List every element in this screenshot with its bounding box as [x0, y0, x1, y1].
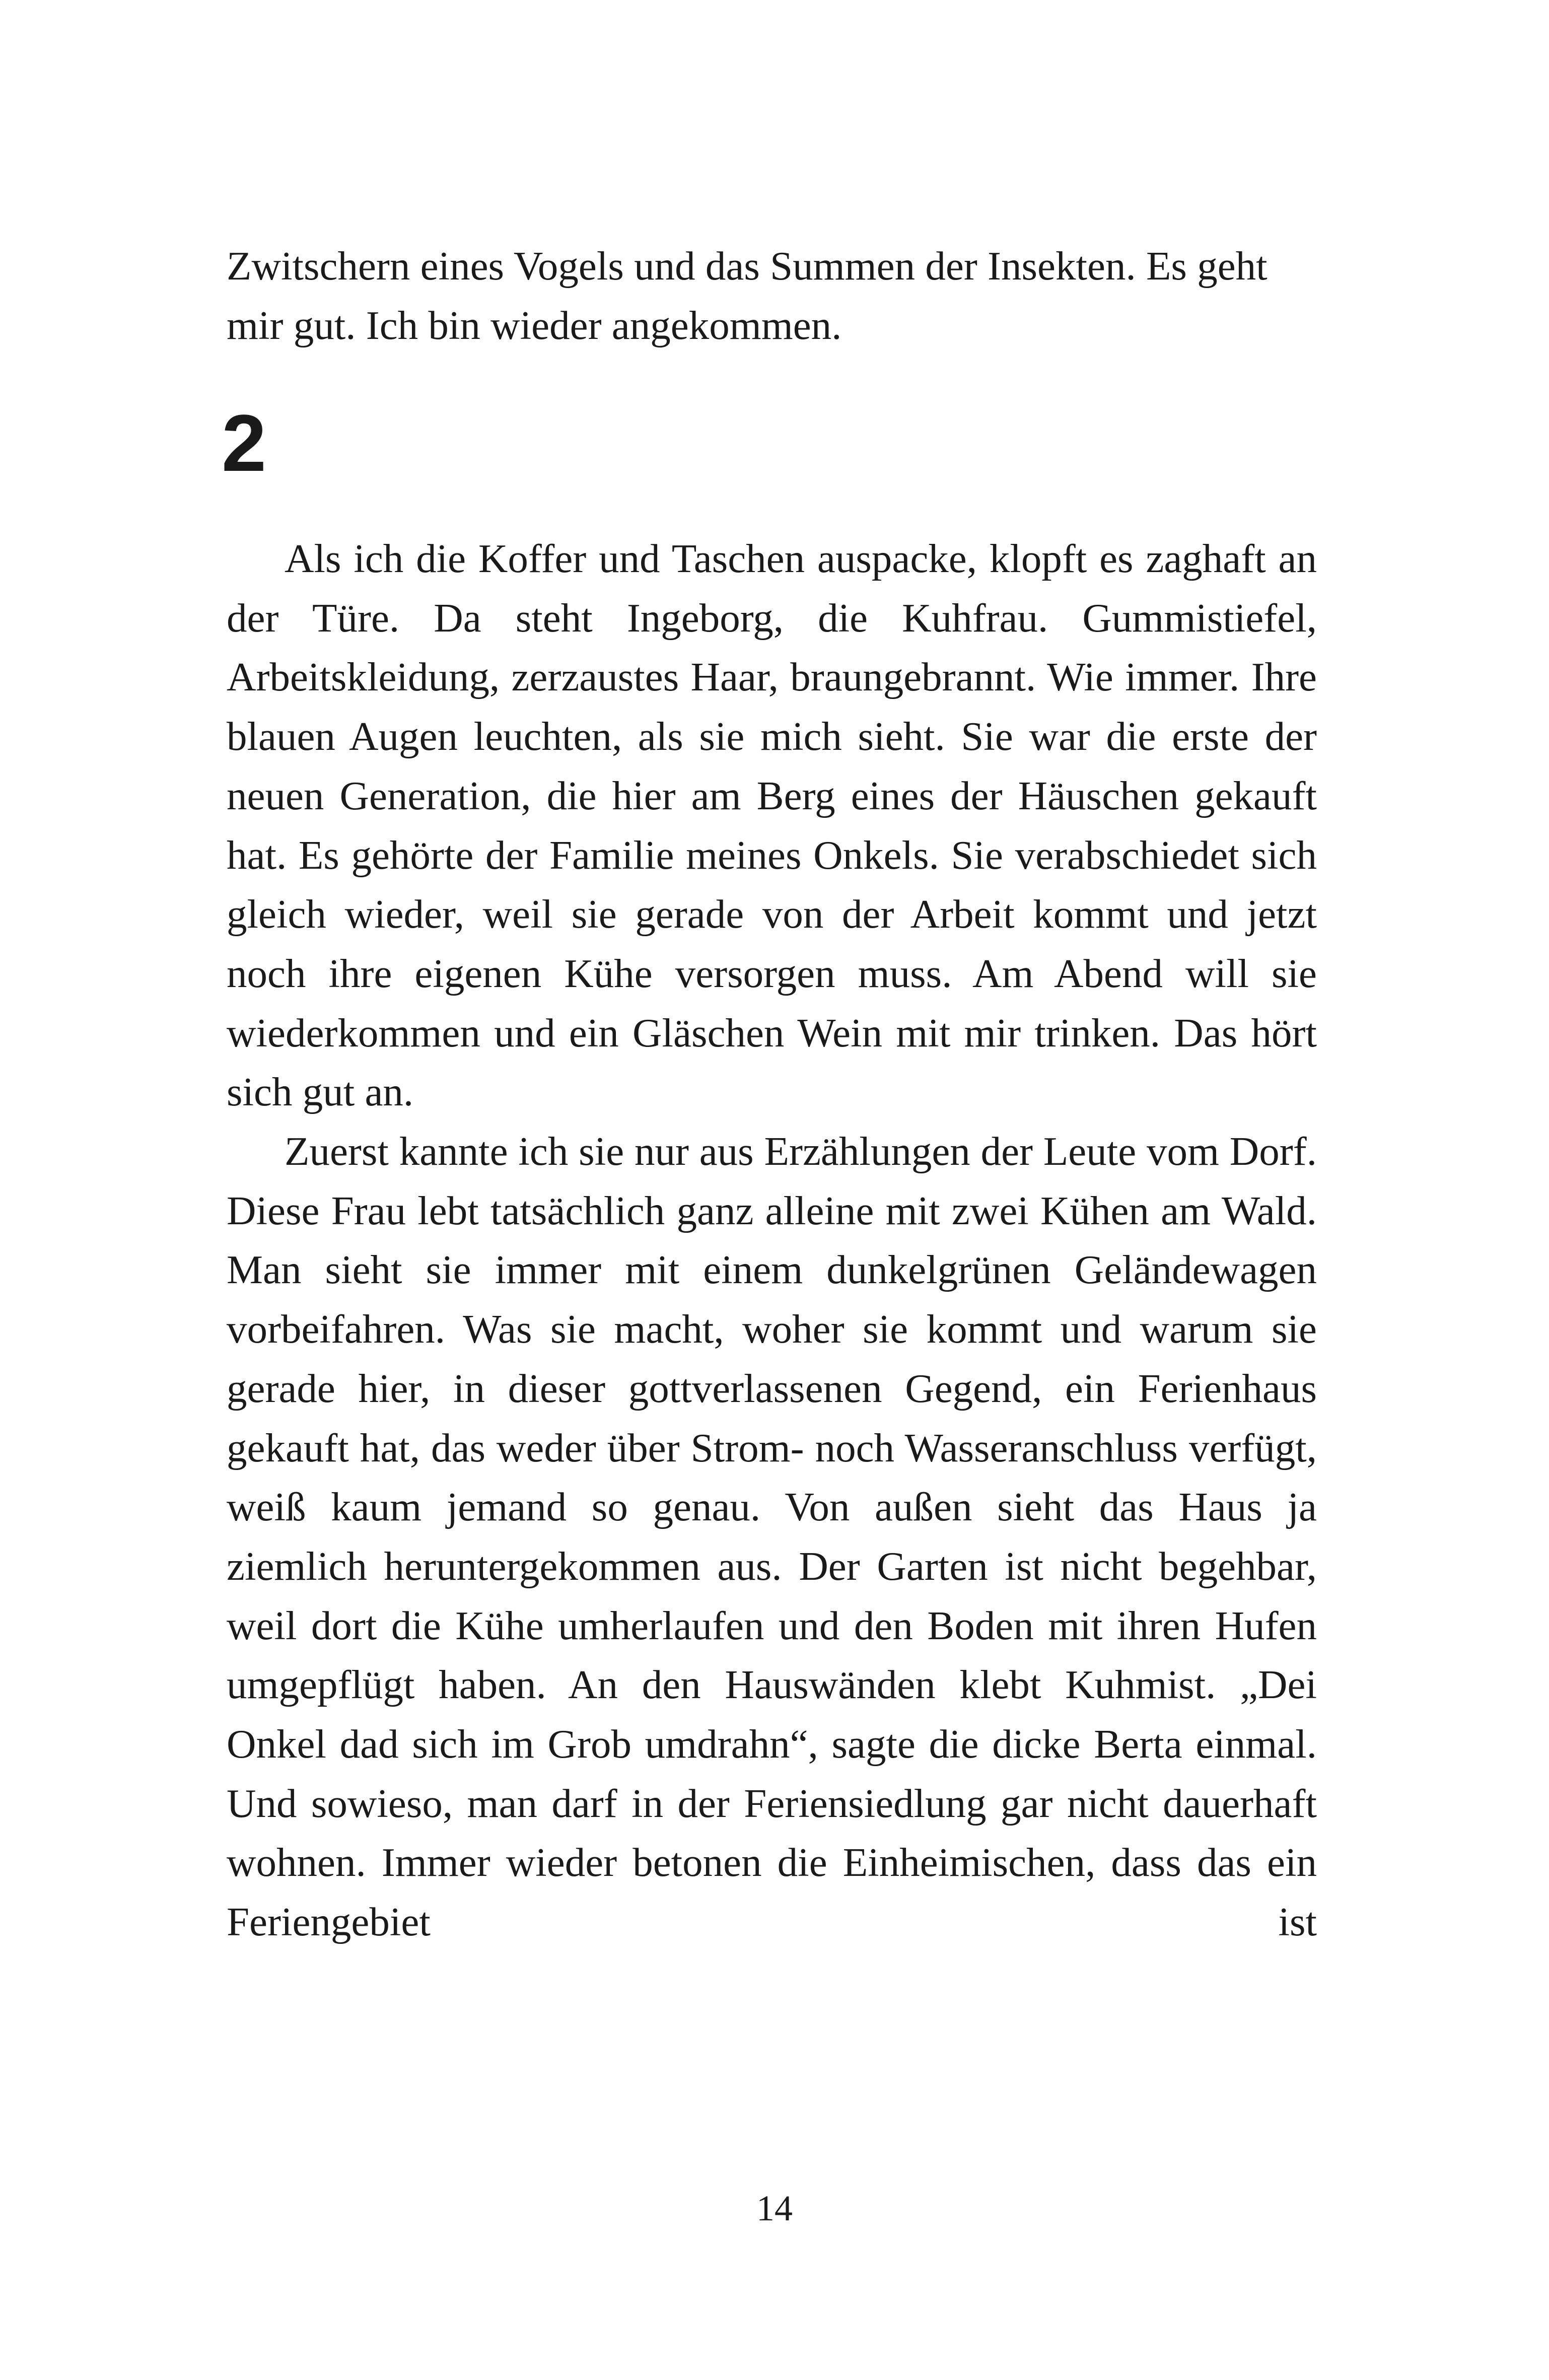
body-paragraph: Zuerst kannte ich sie nur aus Erzählungen der Leute vom Dorf. Diese Frau lebt tatsächlich ganz alleine mit zwei Kühen am Wald. Man sieht sie immer mit einem dunkelgrünen Geländewagen vorbeifahren. Was sie macht, woher sie kommt und warum sie gerade hier, in dieser gottverlassenen Gegend, ein Ferienhaus gekauft hat, das weder über Strom- noch Wasseranschluss verfügt, weiß kaum jemand so genau. Von außen sieht das Haus ja ziemlich heruntergekommen aus. Der Garten ist nicht begehbar, weil dort die Kühe umherlaufen und den Boden mit ihren Hufen umgepflügt haben. An den Hauswänden klebt Kuhmist. „Dei Onkel dad sich im Grob umdrahn“, sagte die dicke Berta einmal. Und sowieso, man darf in der Feriensiedlung gar nicht dauerhaft wohnen. Immer wieder betonen die Einheimischen, dass das ein Feriengebiet ist — [227, 1129, 1317, 1945]
lead-paragraph: Zwitschern eines Vogels und das Summen der Insekten. Es geht mir gut. Ich bin wieder angekommen. — [227, 243, 1268, 348]
chapter-number: 2 — [222, 398, 266, 488]
chapter-body — [227, 529, 1317, 1952]
page-number: 14 — [756, 2188, 793, 2228]
body-paragraph: Als ich die Koffer und Taschen auspacke, klopft es zaghaft an der Türe. Da steht Ingeborg, die Kuhfrau. Gummistiefel, Arbeitskleidung, zerzaustes Haar, braungebrannt. Wie immer. Ihre blauen Augen leuchten, als sie mich sieht. Sie war die erste der neuen Generation, die hier am Berg eines der Häuschen gekauft hat. Es gehörte der Familie meines Onkels. Sie verabschiedet sich gleich wieder, weil sie gerade von der Arbeit kommt und jetzt noch ihre eigenen Kühe versorgen muss. Am Abend will sie wiederkommen und ein Gläschen Wein mit mir trinken. Das hört sich gut an. — [227, 536, 1317, 1115]
lead-paragraph-block — [227, 237, 1317, 355]
